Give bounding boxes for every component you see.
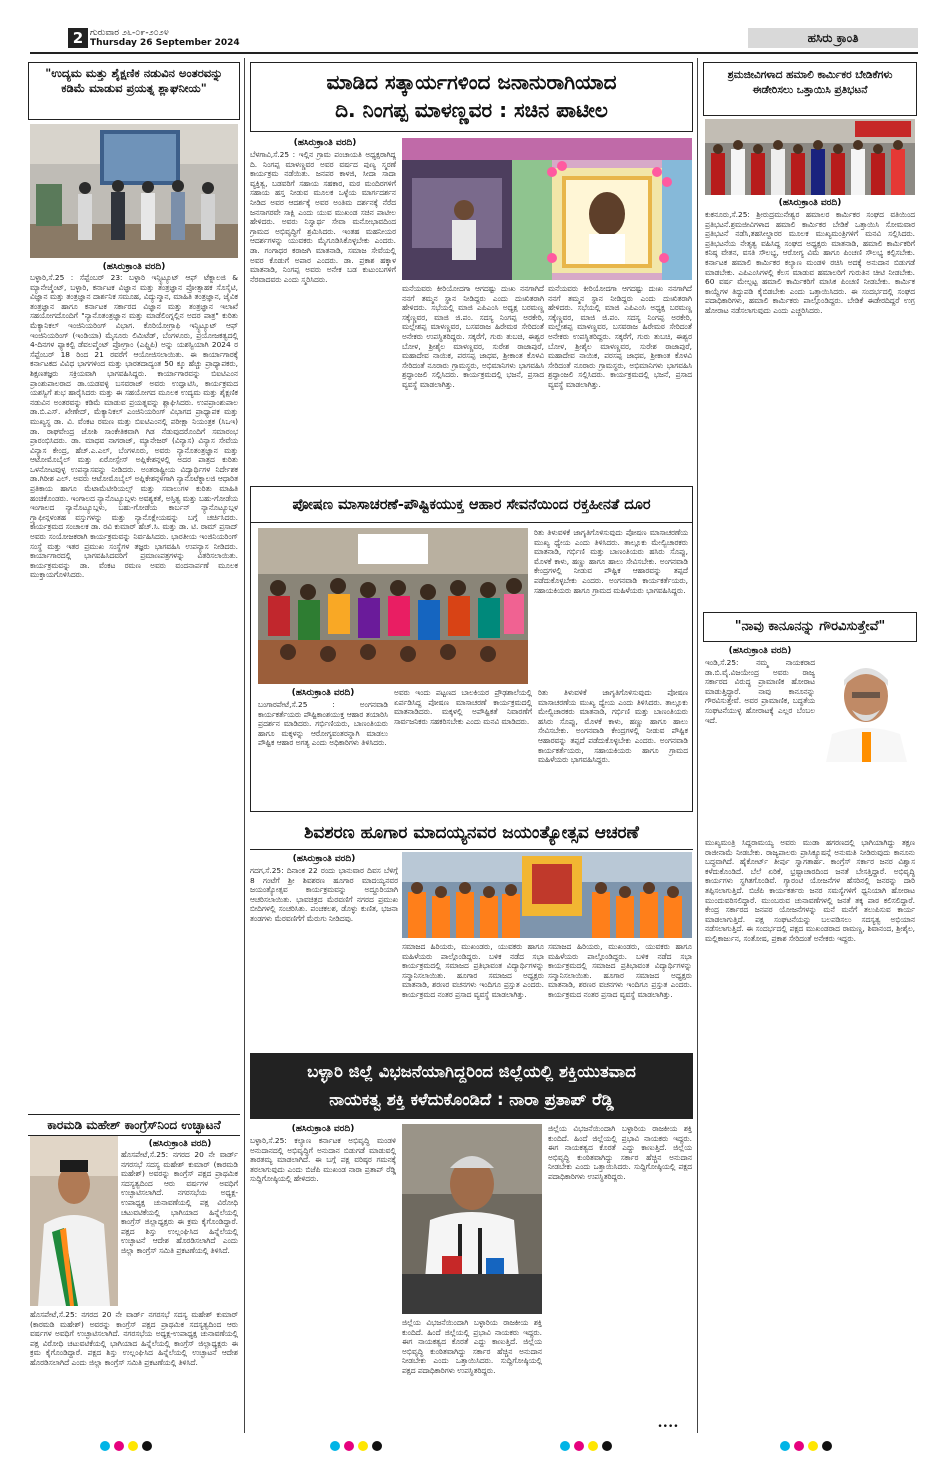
story4-body-right-bottom: ರಿತು ತಿಳುವಳಿಕೆ ಜಾಗೃತಿಗೊಳಿಸುವುದು ಪೋಷಣ ಮಾಸಾಚರಣೆಯ ಮುಖ್ಯ ಧ್ಯೇಯ ಎಂದು ತಿಳಿಸಿದರು. ತಾಲ್ಲೂಕು ಮೇಲ್ವಿಚಾರಕರು ಮಾತನಾಡಿ, ಗರ್ಭಿಣಿ ಮತ್ತು ಬಾಣಂತಿಯರು ಹಸಿರು ಸೊಪ್ಪು, ಮೊಳಕೆ ಕಾಳು, ಹಣ್ಣು ಹಾಗೂ ಹಾಲು ಸೇವಿಸಬೇಕು. ಅಂಗನವಾಡಿ ಕೇಂದ್ರಗಳಲ್ಲಿ ನೀಡುವ ಪೌಷ್ಟಿಕ ಆಹಾರವನ್ನು ತಪ್ಪದೆ ಪಡೆದುಕೊಳ್ಳಬೇಕು ಎಂದರು. ಅಂಗನವಾಡಿ ಕಾರ್ಯಕರ್ತೆಯರು, ಸಹಾಯಕಿಯರು ಹಾಗೂ ಗ್ರಾಮದ ಮಹಿಳೆಯರು ಭಾಗವಹಿಸಿದ್ದರು. bbox=[538, 688, 688, 765]
story4-body-right-top: ರಿತು ತಿಳುವಳಿಕೆ ಜಾಗೃತಿಗೊಳಿಸುವುದು ಪೋಷಣ ಮಾಸಾಚರಣೆಯ ಮುಖ್ಯ ಧ್ಯೇಯ ಎಂದು ತಿಳಿಸಿದರು. ತಾಲ್ಲೂಕು ಮೇಲ್ವಿಚಾರಕರು ಮಾತನಾಡಿ, ಗರ್ಭಿಣಿ ಮತ್ತು ಬಾಣಂತಿಯರು ಹಸಿರು ಸೊಪ್ಪು, ಮೊಳಕೆ ಕಾಳು, ಹಣ್ಣು ಹಾಗೂ ಹಾಲು ಸೇವಿಸಬೇಕು. ಅಂಗನವಾಡಿ ಕೇಂದ್ರಗಳಲ್ಲಿ ನೀಡುವ ಪೌಷ್ಟಿಕ ಆಹಾರವನ್ನು ತಪ್ಪದೆ ಪಡೆದುಕೊಳ್ಳಬೇಕು ಎಂದರು. ಅಂಗನವಾಡಿ ಕಾರ್ಯಕರ್ತೆಯರು, ಸಹಾಯಕಿಯರು ಹಾಗೂ ಗ್ರಾಮದ ಮಹಿಳೆಯರು ಭಾಗವಹಿಸಿದ್ದರು. bbox=[534, 528, 688, 595]
reg-dot-magenta bbox=[344, 1441, 354, 1451]
story6-headline-box bbox=[250, 1053, 693, 1119]
story1-photo bbox=[30, 124, 238, 258]
story2-dateline: (ಹಸಿರುಕ್ರಾಂತಿ ವರದಿ) bbox=[148, 1139, 212, 1149]
registration-marks-center-left bbox=[330, 1441, 382, 1451]
issue-date bbox=[90, 28, 370, 48]
reg-dot-black bbox=[372, 1441, 382, 1451]
issue-date-kannada: ಗುರುವಾರ ೨೬-೦೯-೨೦೨೪ bbox=[90, 28, 169, 38]
story6-body-mid: ಜಿಲ್ಲೆಯ ವಿಭಜನೆಯಿಂದಾಗಿ ಬಳ್ಳಾರಿಯ ರಾಜಕೀಯ ಶಕ್ತಿ ಕುಂದಿದೆ. ಹಿಂದೆ ಜಿಲ್ಲೆಯಲ್ಲಿ ಪ್ರಭಾವಿ ನಾಯಕರು ಇದ್ದರು. ಈಗ ನಾಯಕತ್ವದ ಕೊರತೆ ಎದ್ದು ಕಾಣುತ್ತಿದೆ. ಜಿಲ್ಲೆಯ ಅಭಿವೃದ್ಧಿ ಕುಂಠಿತವಾಗಿದ್ದು ಸರ್ಕಾರ ಹೆಚ್ಚಿನ ಅನುದಾನ ನೀಡಬೇಕು ಎಂದು ಒತ್ತಾಯಿಸಿದರು. ಸುದ್ದಿಗೋಷ್ಠಿಯಲ್ಲಿ ಪಕ್ಷದ ಪದಾಧಿಕಾರಿಗಳು ಉಪಸ್ಥಿತರಿದ್ದರು. bbox=[402, 1318, 542, 1375]
reg-dot-yellow bbox=[588, 1441, 598, 1451]
story1-dateline: (ಹಸಿರುಕ್ರಾಂತಿ ವರದಿ) bbox=[102, 262, 166, 272]
registration-marks-center-right bbox=[560, 1441, 612, 1451]
story4-body-left: ಬಂಗಾರಪೇಟೆ,ಸೆ.25 : ಅಂಗನವಾಡಿ ಕಾರ್ಯಕರ್ತೆಯರು ಪೌಷ್ಟಿಕಾಂಶಯುಕ್ತ ಆಹಾರ ತಯಾರಿಸಿ ಪ್ರದರ್ಶನ ಮಾಡಿದರು. ಗರ್ಭಿಣಿಯರು, ಬಾಣಂತಿಯರು ಹಾಗೂ ಮಕ್ಕಳನ್ನು ಆರೋಗ್ಯವಂತರನ್ನಾಗಿ ಮಾಡಲು ಪೌಷ್ಟಿಕ ಆಹಾರ ಅಗತ್ಯ ಎಂದು ಅಧಿಕಾರಿಗಳು ತಿಳಿಸಿದರು. bbox=[258, 700, 388, 748]
page-number: 2 bbox=[68, 28, 88, 48]
story3-body-right-a: ಮನೆಯವರು ಕೀರಿಯೋದಗಾ ಆಗದಷ್ಟು ದುಃಖ ನನಗಾಗಿದೆ ನನಗೆ ತಮ್ಮನ ಸ್ಥಾನ ನೀಡಿದ್ದರು ಎಂದು ದುಃಖಿತರಾಗಿ ಹೇಳಿದರು. ಸಭೆಯಲ್ಲಿ ಮಾಜಿ ಎಪಿಎಂಸಿ ಅಧ್ಯಕ್ಷ ಬರಮಣ್ಣ ಸಕ್ಕೆಣ್ಣವರ, ಮಾಜಿ ಜಿ.ಪಂ. ಸದಸ್ಯ ನಿಂಗಪ್ಪ ಅರಕೇರಿ, ಮಲ್ಲೇಶಪ್ಪ ಮಾಳಣ್ಣವರ, ಬಸವರಾಜ ಹಿರೇಮಠ ಸೇರಿದಂತೆ ಅನೇಕರು ಉಪಸ್ಥಿತರಿದ್ದರು. ಸಕ್ಕರೆಗೆ, ಗುರು ತುಬಚಿ, ಈಶ್ವರ ಬೋಳ, ಶ್ರೀಶೈಲ ಮಾಳಣ್ಣವರ, ಸುರೇಶ ರಾಜಾಪುರೆ, ಮಹಾದೇವ ನಾಯಿಕ, ಪರಸಪ್ಪ ಜಾಧವ, ಶ್ರೀಕಾಂತ ಕೊಳವಿ ಸೇರಿದಂತೆ ನೂರಾರು ಗ್ರಾಮಸ್ಥರು, ಅಭಿಮಾನಿಗಳು ಭಾಗವಹಿಸಿ ಶ್ರದ್ಧಾಂಜಲಿ ಸಲ್ಲಿಸಿದರು. ಕಾರ್ಯಕ್ರಮದಲ್ಲಿ ಭಜನೆ, ಪ್ರಸಾದ ವ್ಯವಸ್ಥೆ ಮಾಡಲಾಗಿತ್ತು. bbox=[402, 284, 544, 389]
story4-dateline: (ಹಸಿರುಕ್ರಾಂತಿ ವರದಿ) bbox=[291, 688, 355, 698]
story8-headline-box bbox=[703, 612, 917, 642]
story5-photo bbox=[402, 852, 692, 938]
story5-body-right-a: ಸಮಾಜದ ಹಿರಿಯರು, ಮುಖಂಡರು, ಯುವಕರು ಹಾಗೂ ಮಹಿಳೆಯರು ಪಾಲ್ಗೊಂಡಿದ್ದರು. ಬಳಿಕ ನಡೆದ ಸಭಾ ಕಾರ್ಯಕ್ರಮದಲ್ಲಿ ಸಮಾಜದ ಪ್ರತಿಭಾವಂತ ವಿದ್ಯಾರ್ಥಿಗಳನ್ನು ಸನ್ಮಾನಿಸಲಾಯಿತು. ಹೂಗಾರ ಸಮಾಜದ ಅಧ್ಯಕ್ಷರು ಮಾತನಾಡಿ, ಶರಣರ ವಚನಗಳು ಇಂದಿಗೂ ಪ್ರಸ್ತುತ ಎಂದರು. ಕಾರ್ಯಕ್ರಮದ ನಂತರ ಪ್ರಸಾದ ವ್ಯವಸ್ಥೆ ಮಾಡಲಾಗಿತ್ತು. bbox=[402, 942, 544, 999]
story4-photo bbox=[258, 528, 528, 684]
story6-body-left: ಬಳ್ಳಾರಿ,ಸೆ.25: ಕಲ್ಯಾಣ ಕರ್ನಾಟಕ ಅಭಿವೃದ್ಧಿ ಮಂಡಳಿ ಅನುದಾನದಲ್ಲಿ ಅಭಿವೃದ್ಧಿಗೆ ಅನುದಾನ ಬಿಡುಗಡೆ ಮಾಡುವಲ್ಲಿ ತಾರತಮ್ಯ ಮಾಡಲಾಗಿದೆ. ಈ ಬಗ್ಗೆ ಪಕ್ಷ ವರಿಷ್ಠರ ಗಮನಕ್ಕೆ ತರಲಾಗುವುದು ಎಂದು ಬಿಜೆಪಿ ಮುಖಂಡ ನಾರಾ ಪ್ರತಾಪ್ ರೆಡ್ಡಿ ಸುದ್ದಿಗೋಷ್ಠಿಯಲ್ಲಿ ಹೇಳಿದರು. bbox=[250, 1136, 396, 1184]
story2-headline-box bbox=[28, 1114, 240, 1136]
story6-headline-line1: ಬಳ್ಳಾರಿ ಜಿಲ್ಲೆ ವಿಭಜನೆಯಾಗಿದ್ದರಿಂದ ಜಿಲ್ಲೆಯಲ್ಲಿ ಶಕ್ತಿಯುತವಾದ bbox=[307, 1062, 636, 1081]
top-rule bbox=[30, 52, 918, 54]
politician-portrait-photo bbox=[818, 652, 915, 762]
reg-dot-black bbox=[142, 1441, 152, 1451]
story8-body: ಮುಖ್ಯಮಂತ್ರಿ ಸಿದ್ದರಾಮಯ್ಯ ಅವರು ಮುಡಾ ಹಗರಣದಲ್ಲಿ ಭಾಗಿಯಾಗಿದ್ದು ತಕ್ಷಣ ರಾಜೀನಾಮೆ ನೀಡಬೇಕು. ರಾಜ್ಯಪಾಲರು ಪ್ರಾಸಿಕ್ಯೂಷನ್ಗೆ ಅನುಮತಿ ನೀಡಿರುವುದು ಕಾನೂನು ಬದ್ಧವಾಗಿದೆ. ಹೈಕೋರ್ಟ್ ತೀರ್ಪು ಸ್ವಾಗತಾರ್ಹ. ಕಾಂಗ್ರೆಸ್ ಸರ್ಕಾರ ಜನರ ವಿಶ್ವಾಸ ಕಳೆದುಕೊಂಡಿದೆ. ಬೆಲೆ ಏರಿಕೆ, ಭ್ರಷ್ಟಾಚಾರದಿಂದ ಜನತೆ ಬೇಸತ್ತಿದ್ದಾರೆ. ಅಭಿವೃದ್ಧಿ ಕಾರ್ಯಗಳು ಸ್ಥಗಿತಗೊಂಡಿವೆ. ಗ್ಯಾರಂಟಿ ಯೋಜನೆಗಳ ಹೆಸರಿನಲ್ಲಿ ಜನರನ್ನು ದಾರಿ ತಪ್ಪಿಸಲಾಗುತ್ತಿದೆ. ಬಿಜೆಪಿ ಕಾರ್ಯಕರ್ತರು ಜನರ ಸಮಸ್ಯೆಗಳಿಗೆ ಧ್ವನಿಯಾಗಿ ಹೋರಾಟ ಮುಂದುವರಿಸಲಿದ್ದಾರೆ. ಮುಂಬರುವ ಚುನಾವಣೆಗಳಲ್ಲಿ ಜನತೆ ತಕ್ಕ ಪಾಠ ಕಲಿಸಲಿದ್ದಾರೆ. ಕೇಂದ್ರ ಸರ್ಕಾರದ ಜನಪರ ಯೋಜನೆಗಳನ್ನು ಮನೆ ಮನೆಗೆ ತಲುಪಿಸುವ ಕಾರ್ಯ ಮಾಡಲಾಗುತ್ತಿದೆ. ಪಕ್ಷ ಸಂಘಟನೆಯನ್ನು ಬಲಪಡಿಸಲು ಸದಸ್ಯತ್ವ ಅಭಿಯಾನ ನಡೆಸಲಾಗುತ್ತಿದೆ. ಈ ಸಂದರ್ಭದಲ್ಲಿ ಪಕ್ಷದ ಮುಖಂಡರಾದ ರಾಮಣ್ಣ, ಶಿವಾನಂದ, ಶ್ರೀಶೈಲ, ಮಲ್ಲಿಕಾರ್ಜುನ, ಸಂತೋಷ, ಪ್ರಕಾಶ ಸೇರಿದಂತೆ ಅನೇಕರು ಇದ್ದರು. bbox=[705, 838, 915, 943]
story6-dateline: (ಹಸಿರುಕ್ರಾಂತಿ ವರದಿ) bbox=[291, 1124, 355, 1134]
reg-dot-cyan bbox=[560, 1441, 570, 1451]
story1-headline-box bbox=[28, 62, 240, 120]
story3-photo bbox=[402, 138, 692, 280]
reg-dot-cyan bbox=[100, 1441, 110, 1451]
story2-body: ಹೊಸಪೇಟೆ,ಸೆ.25: ನಗರದ 20 ನೇ ವಾರ್ಡ್ ನಗರಸಭೆ ಸದಸ್ಯ ಮಹೇಶ್ ಕುಮಾರ್ (ಕಾರಮಡಿ ಮಹೇಶ್) ಅವರನ್ನು ಕಾಂಗ್ರೆಸ್ ಪಕ್ಷದ ಪ್ರಾಥಮಿಕ ಸದಸ್ಯತ್ವದಿಂದ ಆರು ವರ್ಷಗಳ ಅವಧಿಗೆ ಉಚ್ಛಾಟಿಸಲಾಗಿದೆ. ನಗರಸಭೆಯ ಅಧ್ಯಕ್ಷ-ಉಪಾಧ್ಯಕ್ಷ ಚುನಾವಣೆಯಲ್ಲಿ ಪಕ್ಷ ವಿರೋಧಿ ಚಟುವಟಿಕೆಯಲ್ಲಿ ಭಾಗಿಯಾದ ಹಿನ್ನೆಲೆಯಲ್ಲಿ ಕಾಂಗ್ರೆಸ್ ಜಿಲ್ಲಾಧ್ಯಕ್ಷರು ಈ ಕ್ರಮ ಕೈಗೊಂಡಿದ್ದಾರೆ. ಪಕ್ಷದ ಶಿಸ್ತು ಉಲ್ಲಂಘಿಸಿದ ಹಿನ್ನೆಲೆಯಲ್ಲಿ ಉಚ್ಛಾಟನೆ ಆದೇಶ ಹೊರಡಿಸಲಾಗಿದೆ ಎಂದು ಜಿಲ್ಲಾ ಕಾಂಗ್ರೆಸ್ ಸಮಿತಿ ಪ್ರಕಟಣೆಯಲ್ಲಿ ತಿಳಿಸಿದೆ. bbox=[30, 1310, 238, 1367]
story6-headline-line2: ನಾಯಕತ್ವ ಶಕ್ತಿ ಕಳೆದುಕೊಂಡಿದೆ : ನಾರಾ ಪ್ರತಾಪ್ ರೆಡ್ಡಿ bbox=[329, 1090, 614, 1109]
story7-headline-box bbox=[703, 62, 917, 116]
reg-dot-cyan bbox=[330, 1441, 340, 1451]
story8-body-side: ಇಂಡಿ,ಸೆ.25: ನಮ್ಮ ನಾಯಕರಾದ ಡಾ.ಬಿ.ವೈ.ವಿಜಯೇಂದ್ರ ಅವರು ರಾಜ್ಯ ಸರ್ಕಾರದ ವಿರುದ್ಧ ಪ್ರಾಮಾಣಿಕ ಹೋರಾಟ ಮಾಡುತ್ತಿದ್ದಾರೆ. ನಾವು ಕಾನೂನನ್ನು ಗೌರವಿಸುತ್ತೇವೆ. ಅವರ ಪ್ರಾಮಾಣಿಕ, ಬದ್ಧತೆಯ ಸಂಘಟನೆಯುಳ್ಳ ಹೋರಾಟಕ್ಕೆ ಎಲ್ಲರ ಬೆಂಬಲ ಇದೆ. bbox=[705, 658, 815, 725]
story7-photo bbox=[705, 119, 915, 195]
story5-headline: ಶಿವಶರಣ ಹೂಗಾರ ಮಾದಯ್ಯನವರ ಜಯಂತ್ಯೋತ್ಸವ ಆಚರಣೆ bbox=[304, 823, 639, 843]
reg-dot-magenta bbox=[574, 1441, 584, 1451]
reg-dot-yellow bbox=[808, 1441, 818, 1451]
story2-body-side: ಹೊಸಪೇಟೆ,ಸೆ.25: ನಗರದ 20 ನೇ ವಾರ್ಡ್ ನಗರಸಭೆ ಸದಸ್ಯ ಮಹೇಶ್ ಕುಮಾರ್ (ಕಾರಮಡಿ ಮಹೇಶ್) ಅವರನ್ನು ಕಾಂಗ್ರೆಸ್ ಪಕ್ಷದ ಪ್ರಾಥಮಿಕ ಸದಸ್ಯತ್ವದಿಂದ ಆರು ವರ್ಷಗಳ ಅವಧಿಗೆ ಉಚ್ಛಾಟಿಸಲಾಗಿದೆ. ನಗರಸಭೆಯ ಅಧ್ಯಕ್ಷ-ಉಪಾಧ್ಯಕ್ಷ ಚುನಾವಣೆಯಲ್ಲಿ ಪಕ್ಷ ವಿರೋಧಿ ಚಟುವಟಿಕೆಯಲ್ಲಿ ಭಾಗಿಯಾದ ಹಿನ್ನೆಲೆಯಲ್ಲಿ ಕಾಂಗ್ರೆಸ್ ಜಿಲ್ಲಾಧ್ಯಕ್ಷರು ಈ ಕ್ರಮ ಕೈಗೊಂಡಿದ್ದಾರೆ. ಪಕ್ಷದ ಶಿಸ್ತು ಉಲ್ಲಂಘಿಸಿದ ಹಿನ್ನೆಲೆಯಲ್ಲಿ ಉಚ್ಛಾಟನೆ ಆದೇಶ ಹೊರಡಿಸಲಾಗಿದೆ ಎಂದು ಜಿಲ್ಲಾ ಕಾಂಗ್ರೆಸ್ ಸಮಿತಿ ಪ್ರಕಟಣೆಯಲ್ಲಿ ತಿಳಿಸಿದೆ. bbox=[121, 1150, 238, 1255]
story5-headline-box bbox=[250, 818, 693, 850]
procession-photo bbox=[402, 852, 692, 938]
story7-dateline: (ಹಸಿರುಕ್ರಾಂತಿ ವರದಿ) bbox=[778, 198, 842, 208]
story3-headline-line2: ದಿ. ನಿಂಗಪ್ಪ ಮಾಳಣ್ಣವರ : ಸಚಿನ ಪಾಟೀಲ bbox=[335, 98, 608, 122]
story3-headline-line1: ಮಾಡಿದ ಸತ್ಕಾರ್ಯಗಳಿಂದ ಜನಾನುರಾಗಿಯಾದ bbox=[326, 70, 617, 94]
story4-body-bottom: ಅವರು ಇಂದು ಪಟ್ಟಣದ ಬಾಲಕಿಯರ ಪ್ರೌಢಶಾಲೆಯಲ್ಲಿ ಏರ್ಪಡಿಸಿದ್ದ ಪೋಷಣ ಮಾಸಾಚರಣೆ ಕಾರ್ಯಕ್ರಮದಲ್ಲಿ ಮಾತನಾಡಿದರು. ಮಕ್ಕಳಲ್ಲಿ ಅಪೌಷ್ಟಿಕತೆ ನಿವಾರಣೆಗೆ ಸಾರ್ವಜನಿಕರು ಸಹಕರಿಸಬೇಕು ಎಂದು ಮನವಿ ಮಾಡಿದರು. bbox=[394, 688, 532, 726]
column-divider-left bbox=[244, 58, 245, 1433]
reg-dot-black bbox=[602, 1441, 612, 1451]
story8-dateline: (ಹಸಿರುಕ್ರಾಂತಿ ವರದಿ) bbox=[728, 646, 792, 656]
mahesh-portrait-photo bbox=[30, 1136, 118, 1306]
story1-body: ಬಳ್ಳಾರಿ,ಸೆ.25 : ಸೆಪ್ಟೆಂಬರ್ 23: ಬಳ್ಳಾರಿ ಇನ್ಸ್ಟಿಟ್ಯೂಟ್ ಆಫ್ ಟೆಕ್ನಾಲಜಿ & ಮ್ಯಾನೇಜ್ಮೆಂಟ್, ಬಳ್ಳಾರಿ, ಕರ್ನಾಟಕ ವಿಜ್ಞಾನ ಮತ್ತು ತಂತ್ರಜ್ಞಾನ ಪ್ರೋತ್ಸಾಹಕ ಸೊಸೈಟಿ, ವಿಜ್ಞಾನ ಮತ್ತು ತಂತ್ರಜ್ಞಾನ ದಾರ್ಶನಿಕ ಸಮೂಹ, ವಿದ್ಯುನ್ಮಾನ, ಮಾಹಿತಿ ತಂತ್ರಜ್ಞಾನ, ಜೈವಿಕ ತಂತ್ರಜ್ಞಾನ ಹಾಗೂ ಕರ್ನಾಟಕ ಸರ್ಕಾರದ ವಿಜ್ಞಾನ ಮತ್ತು ತಂತ್ರಜ್ಞಾನ ಇಲಾಖೆ ಸಹಯೋಗದೊಂದಿಗೆ "ನ್ಯಾನೊತಂತ್ರಜ್ಞಾನ ಮತ್ತು ಮಾಡೆಲಿಂಗ್ನಲ್ಲಿನ ಅದರ ಪಾತ್ರ" ಕುರಿತು ಮೆಕ್ಯಾನಿಕಲ್ ಇಂಜಿನಿಯರಿಂಗ್ ವಿಭಾಗ. ಕೊರಿಯೋಗ್ರಾಫಿ ಇನ್ಸ್ಟಿಟ್ಯೂಟ್ ಆಫ್ ಇಂಜಿನಿಯರಿಂಗ್ (ಇಂಡಿಯಾ) ಮೈಸೂರು ಲಿಮಿಟೆಡ್, ಬೆಂಗಳೂರು, ಪ್ರಯೋಜಕತ್ವದಲ್ಲಿ 4-ದಿನಗಳ ಫ್ಯಾಕಲ್ಟಿ ಡೆವಲಪ್ಮೆಂಟ್ ಪ್ರೋಗ್ರಾಂ (ಎಫ್ಡಿಪಿ) ಅನ್ನು ಯಶಸ್ವಿಯಾಗಿ 2024 ರ ಸೆಪ್ಟೆಂಬರ್ 18 ರಿಂದ 21 ರವರೆಗೆ ಆಯೋಜಿಸಲಾಯಿತು. ಈ ಕಾರ್ಯಾಗಾರಕ್ಕೆ ಕರ್ನಾಟಕದ ವಿವಿಧ ಭಾಗಗಳಿಂದ ಮತ್ತು ಭಾರತದಾದ್ಯಂತ 50 ಕ್ಕೂ ಹೆಚ್ಚು ಪ್ರಾಧ್ಯಾಪಕರು, ಶಿಕ್ಷಣತಜ್ಞರು ಸಕ್ರಿಯವಾಗಿ ಭಾಗವಹಿಸಿದ್ದರು. ಕಾರ್ಯಾಗಾರವನ್ನು ಬಿಐಟಿಎಂನ ಪ್ರಾಂಶುಪಾಲರಾದ ಡಾ.ಯಡವಳ್ಳಿ ಬಸವರಾಜ್ ಅವರು ಉದ್ಘಾಟಿಸಿ, ಕಾರ್ಯಕ್ರಮದ ಯಶಸ್ವಿಗೆ ಶುಭ ಹಾರೈಸಿದರು ಮತ್ತು ಈ ಸಹಯೋಗದ ಮೂಲಕ ಉದ್ಯಮ ಮತ್ತು ಶೈಕ್ಷಣಿಕ ನಡುವಿನ ಅಂತರವನ್ನು ಕಡಿಮೆ ಮಾಡುವ ಪ್ರಯತ್ನವನ್ನು ಶ್ಲಾಘಿಸಿದರು. ಉಪಪ್ರಾಂಶುಪಾಲ ಡಾ.ಬಿ.ಎಸ್. ಖೇಣೇದ್, ಮೆಕ್ಯಾನಿಕಲ್ ಎಂಜಿನಿಯರಿಂಗ್ ವಿಭಾಗದ ಪ್ರಾಧ್ಯಾಪಕ ಮತ್ತು ಮುಖ್ಯಸ್ಥ ಡಾ. ವಿ. ವೆಂಕಟ ರಮಣ ಮತ್ತು ಬಿಐಟಿಎಂನಲ್ಲಿ ಪರೀಕ್ಷಾ ನಿಯಂತ್ರಕ (ಸಿಒಇ) ಡಾ. ರಾಘವೇಂದ್ರ ಜೋಶಿ ಸಾಂಕೇತಿಕವಾಗಿ ಗಿಡ ನೆಡುವುದರೊಂದಿಗೆ ಸಮಾರಂಭ ಪ್ರಾರಂಭಿಸಿದರು. ಡಾ. ಮಾಧವ ನಾಗರಾಜ್, ಮ್ಯಾನೇಜರ್ (ವಿನ್ಯಾಸ) ವಿನ್ಯಾಸ ಸೇವೆಯ ವಿನ್ಯಾಸ ಕೇಂದ್ರ, ಹೆಚ್.ಎ.ಎಲ್, ಬೆಂಗಳೂರು, ಅವರು ನ್ಯಾನೊತಂತ್ರಜ್ಞಾನ ಮತ್ತು ಆಟೋಮೊಬೈಲ್ ಮತ್ತು ಏರೋಸ್ಪೇಸ್ ಅಪ್ಲಿಕೇಶನ್ಗಳಲ್ಲಿ ಅದರ ಪಾತ್ರದ ಕುರಿತು ಒಳನೋಟವುಳ್ಳ ಉಪನ್ಯಾಸವನ್ನು ನೀಡಿದರು. ಅಂತರಾಷ್ಟ್ರೀಯ ವಿದ್ಯಾರ್ಥಿಗಳ ನಿರ್ದೇಶಕ ಡಾ.ಗಿರೀಶ ಎಲ್. ಅವರು ಆಟೋಮೊಬೈಲ್ ಅಪ್ಲಿಕೇಶನ್ಗಳಿಗಾಗಿ ನ್ಯಾನೊಟೆಕ್ನಾಲಜಿ ಆಧಾರಿತ ಪ್ರತಿಕಾಯ ಹಾಗೂ ಮೆಟಾಮೆಟೀರಿಯಲ್ಸ್ ಮತ್ತು ಸವಾಲುಗಳ ಕುರಿತು ಮಾಹಿತಿ ಹಂಚಿಕೊಂಡರು. ಇಂಗಾಲದ ನ್ಯಾನೊಟ್ಯೂಬ್ಗಳು ಅವಶ್ಯಕತೆ, ಅಸ್ತಿತ್ವ ಮತ್ತು ಬಹು-ಗೋಡೆಯ ಇಂಗಾಲದ ನ್ಯಾನೊಟ್ಯೂಬ್ಗಳು, ಬಹು-ಗೋಡೆಯ ಕಾರ್ಬನ್ ನ್ಯಾನೊಟ್ಯೂಬ್ಗಳ ಗ್ರ್ಯಾಫೀನ್ಗಳಂತಹ ವಸ್ತುಗಳನ್ನು ಮತ್ತು ನ್ಯಾನೊಕ್ಲೇಯಷನ್ನು ಬಗ್ಗೆ ಚರ್ಚಿಸಿದರು. ಕಾರ್ಯಕ್ರಮದ ಸಂಚಾಲಕ ಡಾ. ರವಿ ಕುಮಾರ್ ಹೆಚ್.ಸಿ. ಮತ್ತು ಡಾ. ಟಿ. ರಾಮ್ ಪ್ರಸಾದ್ ಅವರು ಸಂಯೋಜಕರಾಗಿ ಕಾರ್ಯಕ್ರಮವನ್ನು ನಿರ್ವಹಿಸಿದರು. ಭಾರತೀಯ ಇಂಜಿನಿಯರಿಂಗ್ ಸಂಸ್ಥೆ ಮತ್ತು ಇತರ ಪ್ರಮುಖ ಸಂಸ್ಥೆಗಳ ತಜ್ಞರು ಭಾಗವಹಿಸಿ ಉಪನ್ಯಾಸ ನೀಡಿದರು. ಕಾರ್ಯಾಗಾರದಲ್ಲಿ ಭಾಗವಹಿಸಿದವರಿಗೆ ಪ್ರಮಾಣಪತ್ರಗಳನ್ನು ವಿತರಿಸಲಾಯಿತು. ಕಾರ್ಯಕ್ರಮವನ್ನು ಡಾ. ವೆಂಕಟ ರಮಣ ಅವರು ವಂದನಾರ್ಪಣೆ ಮೂಲಕ ಮುಕ್ತಾಯಗೊಳಿಸಿದರು. bbox=[30, 273, 238, 580]
story3-body-left: ಬೆಳಗಾವಿ,ಸೆ.25 : ಇಲ್ಲಿನ ಗ್ರಾಮ ಪಂಚಾಯತಿ ಅಧ್ಯಕ್ಷರಾಗಿದ್ದ ದಿ. ನಿಂಗಪ್ಪ ಮಾಳಣ್ಣವರ ಅವರ ವರ್ಷದ ಪುಣ್ಯ ಸ್ಮರಣೆ ಕಾರ್ಯಕ್ರಮ ನಡೆಯಿತು. ಜನಪರ ಕಾಳಜಿ, ಸೀದಾ ಸಾದಾ ವ್ಯಕ್ತಿತ್ವ, ಬಡವರಿಗೆ ಸಹಾಯ ಸಹಕಾರ, ಮಠ ಮಂದಿರಗಳಿಗೆ ಸಹಾಯ ಹಸ್ತ ನೀಡುವ ಮೂಲಕ ಒಳ್ಳೆಯ ಮಾರ್ಗದರ್ಶನ ನೀಡಿದ ಅವರ ಆದರ್ಶಕ್ಕೆ ಅವರ ಅಂತಿಮ ದರ್ಶನಕ್ಕೆ ನೆರೆದ ಜನಸಾಗರವೇ ಸಾಕ್ಷಿ ಎಂದು ಯುವ ಮುಖಂಡ ಸಚಿನ ಪಾಟೀಲ ಹೇಳಿದರು. ಅವರು ನಿಸ್ವಾರ್ಥ ಸೇವಾ ಮನೋಭಾವದಿಂದ ಗ್ರಾಮದ ಅಭಿವೃದ್ಧಿಗೆ ಶ್ರಮಿಸಿದರು. ಇಂತಹ ಮಹನೀಯರ ಆದರ್ಶಗಳನ್ನು ಯುವಕರು ಮೈಗೂಡಿಸಿಕೊಳ್ಳಬೇಕು ಎಂದರು. ಡಾ. ಗಂಗಾಧರ ಕರಾಜಗಿ ಮಾತನಾಡಿ, ಸಮಾಜ ಸೇವೆಯಲ್ಲಿ ಅವರ ಕೊಡುಗೆ ಅಪಾರ ಎಂದರು. ಡಾ. ಪ್ರಕಾಶ ಹಕ್ಕಾಳ ಮಾತನಾಡಿ, ನಿಂಗಪ್ಪ ಅವರು ಅನೇಕ ಬಡ ಕುಟುಂಬಗಳಿಗೆ ನೆರವಾದವರು ಎಂದು ಸ್ಮರಿಸಿದರು. bbox=[250, 150, 396, 284]
registration-marks-left bbox=[100, 1441, 152, 1451]
reg-dot-cyan bbox=[780, 1441, 790, 1451]
reg-dot-yellow bbox=[128, 1441, 138, 1451]
story3-body-right-b: ಮನೆಯವರು ಕೀರಿಯೋದಗಾ ಆಗದಷ್ಟು ದುಃಖ ನನಗಾಗಿದೆ ನನಗೆ ತಮ್ಮನ ಸ್ಥಾನ ನೀಡಿದ್ದರು ಎಂದು ದುಃಖಿತರಾಗಿ ಹೇಳಿದರು. ಸಭೆಯಲ್ಲಿ ಮಾಜಿ ಎಪಿಎಂಸಿ ಅಧ್ಯಕ್ಷ ಬರಮಣ್ಣ ಸಕ್ಕೆಣ್ಣವರ, ಮಾಜಿ ಜಿ.ಪಂ. ಸದಸ್ಯ ನಿಂಗಪ್ಪ ಅರಕೇರಿ, ಮಲ್ಲೇಶಪ್ಪ ಮಾಳಣ್ಣವರ, ಬಸವರಾಜ ಹಿರೇಮಠ ಸೇರಿದಂತೆ ಅನೇಕರು ಉಪಸ್ಥಿತರಿದ್ದರು. ಸಕ್ಕರೆಗೆ, ಗುರು ತುಬಚಿ, ಈಶ್ವರ ಬೋಳ, ಶ್ರೀಶೈಲ ಮಾಳಣ್ಣವರ, ಸುರೇಶ ರಾಜಾಪುರೆ, ಮಹಾದೇವ ನಾಯಿಕ, ಪರಸಪ್ಪ ಜಾಧವ, ಶ್ರೀಕಾಂತ ಕೊಳವಿ ಸೇರಿದಂತೆ ನೂರಾರು ಗ್ರಾಮಸ್ಥರು, ಅಭಿಮಾನಿಗಳು ಭಾಗವಹಿಸಿ ಶ್ರದ್ಧಾಂಜಲಿ ಸಲ್ಲಿಸಿದರು. ಕಾರ್ಯಕ್ರಮದಲ್ಲಿ ಭಜನೆ, ಪ್ರಸಾದ ವ್ಯವಸ್ಥೆ ಮಾಡಲಾಗಿತ್ತು. bbox=[548, 284, 692, 389]
workshop-group-photo bbox=[30, 124, 238, 258]
column-divider-right bbox=[697, 58, 698, 1433]
end-mark: •••• bbox=[657, 1422, 679, 1432]
story6-body-right: ಜಿಲ್ಲೆಯ ವಿಭಜನೆಯಿಂದಾಗಿ ಬಳ್ಳಾರಿಯ ರಾಜಕೀಯ ಶಕ್ತಿ ಕುಂದಿದೆ. ಹಿಂದೆ ಜಿಲ್ಲೆಯಲ್ಲಿ ಪ್ರಭಾವಿ ನಾಯಕರು ಇದ್ದರು. ಈಗ ನಾಯಕತ್ವದ ಕೊರತೆ ಎದ್ದು ಕಾಣುತ್ತಿದೆ. ಜಿಲ್ಲೆಯ ಅಭಿವೃದ್ಧಿ ಕುಂಠಿತವಾಗಿದ್ದು ಸರ್ಕಾರ ಹೆಚ್ಚಿನ ಅನುದಾನ ನೀಡಬೇಕು ಎಂದು ಒತ್ತಾಯಿಸಿದರು. ಸುದ್ದಿಗೋಷ್ಠಿಯಲ್ಲಿ ಪಕ್ಷದ ಪದಾಧಿಕಾರಿಗಳು ಉಪಸ್ಥಿತರಿದ್ದರು. bbox=[548, 1124, 692, 1181]
reg-dot-magenta bbox=[794, 1441, 804, 1451]
story2-headline: ಕಾರಮಡಿ ಮಹೇಶ್ ಕಾಂಗ್ರೆಸ್‌ನಿಂದ ಉಚ್ಛಾಟನೆ bbox=[47, 1118, 221, 1132]
story1-headline: "ಉದ್ಯಮ ಮತ್ತು ಶೈಕ್ಷಣಿಕ ನಡುವಿನ ಅಂತರವನ್ನು ಕಡಿಮೆ ಮಾಡುವ ಪ್ರಯತ್ನ ಶ್ಲಾಘನೀಯ" bbox=[45, 66, 223, 95]
story4-headline: ಪೋಷಣ ಮಾಸಾಚರಣೆ-ಪೌಷ್ಟಿಕಯುಕ್ತ ಆಹಾರ ಸೇವನೆಯಿಂದ ರಕ್ತಹೀನತೆ ದೂರ bbox=[292, 497, 651, 513]
story2-portrait bbox=[30, 1136, 118, 1306]
workers-protest-photo bbox=[705, 119, 915, 195]
story6-photo bbox=[402, 1124, 542, 1314]
story5-body-left: ಗದಗ,ಸೆ.25: ದಿನಾಂಕ 22 ರಂದು ಭಾನುವಾರ ದಿವಸ ಬೆಳಿಗ್ಗೆ 8 ಗಂಟೆಗೆ ಶ್ರೀ ಶಿವಶರಣ ಹೂಗಾರ ಮಾದಯ್ಯನವರ ಜಯಂತ್ಯೋತ್ಸವ ಕಾರ್ಯಕ್ರಮವನ್ನು ಅದ್ದೂರಿಯಾಗಿ ಆಚರಿಸಲಾಯಿತು. ಭಾವಚಿತ್ರದ ಮೆರವಣಿಗೆ ನಗರದ ಪ್ರಮುಖ ಬೀದಿಗಳಲ್ಲಿ ಸಂಚರಿಸಿತು. ಪಂಚಕಲಶ, ಡೊಳ್ಳು ಕುಣಿತ, ಭಜನಾ ತಂಡಗಳು ಮೆರವಣಿಗೆಗೆ ಮೆರುಗು ನೀಡಿದವು. bbox=[250, 866, 398, 923]
story8-headline: "ನಾವು ಕಾನೂನನ್ನು ಗೌರವಿಸುತ್ತೇವೆ" bbox=[734, 619, 886, 634]
story7-body: ಕುಕನೂರು,ಸೆ.25: ಶ್ರೀರುದ್ರಮುನೇಶ್ವರ ಹಮಾಲರ ಕಾರ್ಮಿಕರ ಸಂಘದ ವತಿಯಿಂದ ಪ್ರತಿಭಟನೆ.ಶ್ರಮಜೀವಿಗಳಾದ ಹಮಾಲಿ ಕಾರ್ಮಿಕರ ಬೇಡಿಕೆ ಒತ್ತಾಯಿಸಿ ಸೋಮವಾರ ಪ್ರತಿಭಟನೆ ನಡೆಸಿ,ತಹಸೀಲ್ದಾರರ ಮೂಲಕ ಮುಖ್ಯಮಂತ್ರಿಗಳಿಗೆ ಮನವಿ ಸಲ್ಲಿಸಿದರು. ಪ್ರತಿಭಟನೆಯ ನೇತೃತ್ವ ವಹಿಸಿದ್ದ ಸಂಘದ ಅಧ್ಯಕ್ಷರು ಮಾತನಾಡಿ, ಹಮಾಲಿ ಕಾರ್ಮಿಕರಿಗೆ ಕನಿಷ್ಠ ವೇತನ, ವಸತಿ ಸೌಲಭ್ಯ, ಆರೋಗ್ಯ ವಿಮೆ ಹಾಗೂ ಪಿಂಚಣಿ ಸೌಲಭ್ಯ ಕಲ್ಪಿಸಬೇಕು. ಕರ್ನಾಟಕ ಹಮಾಲಿ ಕಾರ್ಮಿಕರ ಕಲ್ಯಾಣ ಮಂಡಳಿ ರಚಿಸಿ ಅದಕ್ಕೆ ಅನುದಾನ ಬಿಡುಗಡೆ ಮಾಡಬೇಕು. ಎಪಿಎಂಸಿಗಳಲ್ಲಿ ಕೆಲಸ ಮಾಡುವ ಹಮಾಲರಿಗೆ ಗುರುತಿನ ಚೀಟಿ ನೀಡಬೇಕು. 60 ವರ್ಷ ಮೇಲ್ಪಟ್ಟ ಹಮಾಲಿ ಕಾರ್ಮಿಕರಿಗೆ ಮಾಸಿಕ ಪಿಂಚಣಿ ನೀಡಬೇಕು. ಕಾರ್ಮಿಕ ಕಾಯ್ದೆಗಳ ತಿದ್ದುಪಡಿ ಕೈಬಿಡಬೇಕು ಎಂದು ಒತ್ತಾಯಿಸಿದರು. ಈ ಸಂದರ್ಭದಲ್ಲಿ ಸಂಘದ ಪದಾಧಿಕಾರಿಗಳು, ಹಮಾಲಿ ಕಾರ್ಮಿಕರು ಪಾಲ್ಗೊಂಡಿದ್ದರು. ಬೇಡಿಕೆ ಈಡೇರದಿದ್ದರೆ ಉಗ್ರ ಹೋರಾಟ ನಡೆಸಲಾಗುವುದು ಎಂದು ಎಚ್ಚರಿಸಿದರು. bbox=[705, 210, 915, 315]
memorial-portrait-photo bbox=[402, 138, 692, 280]
story4-headline-box bbox=[251, 487, 692, 523]
story3-headline-box bbox=[250, 62, 693, 132]
press-conference-photo bbox=[402, 1124, 542, 1314]
reg-dot-magenta bbox=[114, 1441, 124, 1451]
newspaper-name: ಹಸಿರು ಕ್ರಾಂತಿ bbox=[748, 28, 918, 48]
story8-portrait bbox=[818, 652, 915, 762]
reg-dot-yellow bbox=[358, 1441, 368, 1451]
story5-body-right-b: ಸಮಾಜದ ಹಿರಿಯರು, ಮುಖಂಡರು, ಯುವಕರು ಹಾಗೂ ಮಹಿಳೆಯರು ಪಾಲ್ಗೊಂಡಿದ್ದರು. ಬಳಿಕ ನಡೆದ ಸಭಾ ಕಾರ್ಯಕ್ರಮದಲ್ಲಿ ಸಮಾಜದ ಪ್ರತಿಭಾವಂತ ವಿದ್ಯಾರ್ಥಿಗಳನ್ನು ಸನ್ಮಾನಿಸಲಾಯಿತು. ಹೂಗಾರ ಸಮಾಜದ ಅಧ್ಯಕ್ಷರು ಮಾತನಾಡಿ, ಶರಣರ ವಚನಗಳು ಇಂದಿಗೂ ಪ್ರಸ್ತುತ ಎಂದರು. ಕಾರ್ಯಕ್ರಮದ ನಂತರ ಪ್ರಸಾದ ವ್ಯವಸ್ಥೆ ಮಾಡಲಾಗಿತ್ತು. bbox=[548, 942, 692, 999]
issue-date-english: Thursday 26 September 2024 bbox=[90, 38, 240, 48]
story7-headline: ಶ್ರಮಜೀವಿಗಳಾದ ಹಮಾಲಿ ಕಾರ್ಮಿಕರ ಬೇಡಿಕೆಗಳು ಈಡೇರಿಸಲು ಒತ್ತಾಯಿಸಿ ಪ್ರತಿಭಟನೆ bbox=[727, 69, 893, 96]
anganwadi-women-gathering-photo bbox=[258, 528, 528, 684]
story3-dateline: (ಹಸಿರುಕ್ರಾಂತಿ ವರದಿ) bbox=[293, 138, 357, 148]
reg-dot-black bbox=[822, 1441, 832, 1451]
registration-marks-right bbox=[780, 1441, 832, 1451]
story5-dateline: (ಹಸಿರುಕ್ರಾಂತಿ ವರದಿ) bbox=[292, 854, 356, 864]
